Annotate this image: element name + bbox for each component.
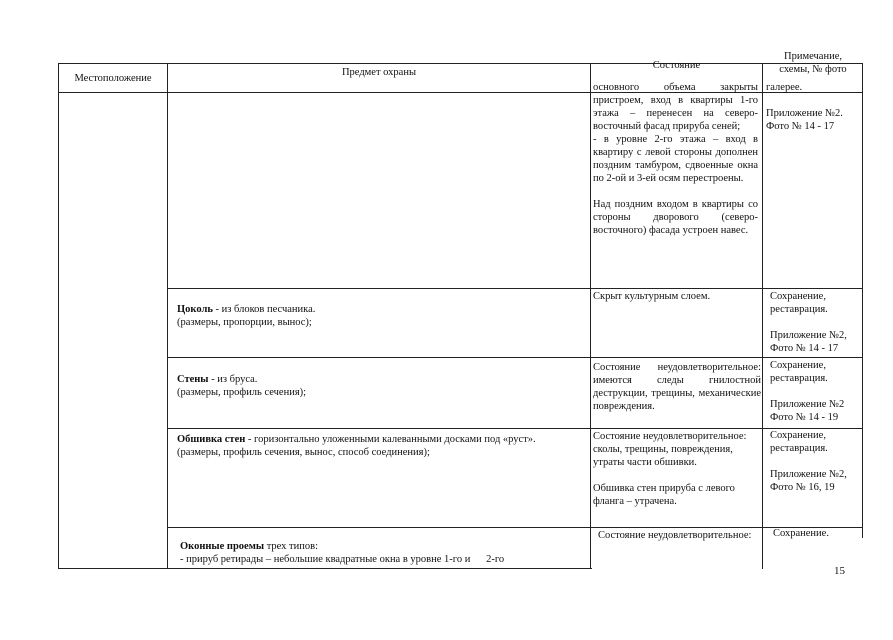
row3-details: (размеры, профиль сечения, вынос, способ соединения); [177,447,430,458]
row1-title: Цоколь [177,304,213,315]
row3-note: Сохранение, реставрация. Приложение №2, Фото № 16, 19 [770,430,847,493]
table-bottom-border [58,568,592,569]
row2-details: (размеры, профиль сечения); [177,387,307,398]
row2-condition: Состояние неудовлетворительное: имеются следы гнилостной деструкции, трещины, механические повреждения. [593,362,761,412]
row-divider [167,357,862,358]
column-divider [590,63,591,569]
header-note-line2: схемы, № фото [779,64,847,75]
row1-subject [177,303,587,329]
row1-text: - из блоков песчаника. [212,304,316,315]
row3-text: - горизонтально уложенными калеванными досками под «руст». [245,434,536,445]
header-note-line1: Примечание, [784,51,842,62]
row2-text: - из бруса. [208,374,258,385]
row2-subject [177,373,587,399]
table-right-border [862,63,863,538]
row-divider [167,288,862,289]
row3-condition: Состояние неудовлетворительное: сколы, трещины, повреждения, утраты части обшивки. Обшивка стен прируба с левого фланга – утрачена. [593,431,747,507]
row4-subject [180,540,588,566]
row4-condition: Состояние неудовлетворительное: [598,530,752,541]
header-subject: Предмет охраны [341,67,417,78]
row3-subject [177,433,587,459]
page-number: 15 [834,565,845,577]
row3-title: Обшивка стен [177,434,246,445]
row2-note: Сохранение, реставрация. Приложение №2 Фото № 14 - 19 [770,360,845,423]
row1-details: (размеры, пропорции, вынос); [177,317,312,328]
row4-details: - прируб ретирады – небольшие квадратные окна в уровне 1-го и 2-го [180,554,505,565]
header-condition: Состояние [652,60,701,71]
row1-note: Сохранение, реставрация. Приложение №2, Фото № 14 - 17 [770,291,847,354]
row4-note: Сохранение. [773,528,829,539]
row4-text: трех типов: [264,541,319,552]
row0-note: галерее. Приложение №2. Фото № 14 - 17 [766,82,843,132]
row1-condition: Скрыт культурным слоем. [593,291,711,302]
table-left-border [58,63,59,569]
header-location: Местоположение [74,73,152,84]
row-divider [167,428,862,429]
column-divider [167,63,168,569]
row-divider [167,527,862,528]
row2-title: Стены [177,374,209,385]
row4-title: Оконные проемы [180,541,265,552]
row0-condition: основного объема закрыты пристроем, вход в квартиры 1-го этажа – перенесен на северо-восточный фасад прируба сеней; - в уровне 2-го этажа – вход в квартиру с левой стороны дополнен поздним тамбуром, сдвоенные окна по 2-ой и 3-ей осям перестроены. Над поздним входом в квартиры со стороны дворового (северо-восточного) фасада устроен навес. [593,82,758,236]
column-divider [762,63,763,569]
